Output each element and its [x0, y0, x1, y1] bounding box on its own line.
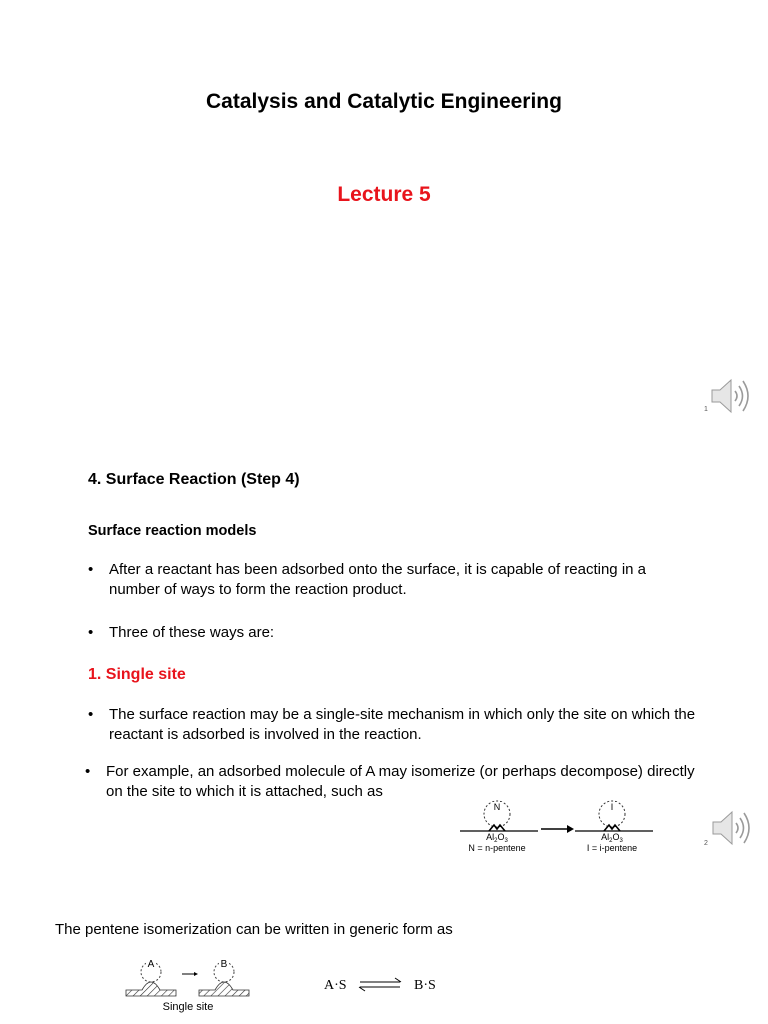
page-number: 1 — [704, 406, 708, 413]
bullet-text: Three of these ways are: — [109, 624, 275, 641]
right-support-label: $Al_2O_3$ — [601, 832, 623, 844]
bullet-item — [88, 705, 758, 747]
subheading: Surface reaction models — [88, 523, 257, 539]
bullet-text: The surface reaction may be a single-site mechanism in which only the site on which the reactant is adsorbed is involved in the reaction. — [109, 706, 696, 743]
single-site-diagram — [120, 952, 260, 1016]
isomerization-figure — [455, 793, 660, 855]
equation-left: A·S — [324, 978, 347, 993]
label-a: A — [147, 959, 155, 970]
diagram-caption: Single site — [162, 1001, 214, 1013]
bullet-dot: • — [88, 706, 94, 723]
bullet-dot: • — [88, 561, 94, 578]
page-number: 2 — [704, 840, 708, 847]
bullet-item — [85, 762, 765, 804]
left-support-label: $Al_2O_3$ — [486, 832, 508, 844]
speaker-icon[interactable] — [709, 376, 753, 416]
speaker-icon[interactable] — [710, 808, 754, 848]
slide-title: Catalysis and Catalytic Engineering — [206, 90, 562, 113]
right-caption: I = i-pentene — [586, 843, 638, 853]
bullet-item — [88, 560, 748, 602]
bullet-text: For example, an adsorbed molecule of A may isomerize (or perhaps decompose) directly on the site to which it is attached, such as — [106, 763, 695, 800]
right-molecule-label: I — [610, 802, 614, 812]
bullet-item — [88, 623, 748, 645]
bullet-dot: • — [88, 624, 94, 641]
left-molecule-label: N — [493, 802, 501, 812]
single-site-heading: 1. Single site — [88, 666, 186, 683]
reaction-equation — [320, 970, 450, 1000]
section-heading: 4. Surface Reaction (Step 4) — [88, 471, 300, 488]
bullet-text: After a reactant has been adsorbed onto the surface, it is capable of reacting in a number of ways to form the reaction product. — [109, 561, 647, 598]
equation-right: B·S — [414, 978, 436, 993]
lecture-number: Lecture 5 — [337, 183, 431, 206]
generic-form-text: The pentene isomerization can be written in generic form as — [55, 921, 453, 938]
left-caption: N = n-pentene — [468, 843, 526, 853]
bullet-dot: • — [85, 763, 91, 780]
label-b: B — [220, 959, 228, 970]
